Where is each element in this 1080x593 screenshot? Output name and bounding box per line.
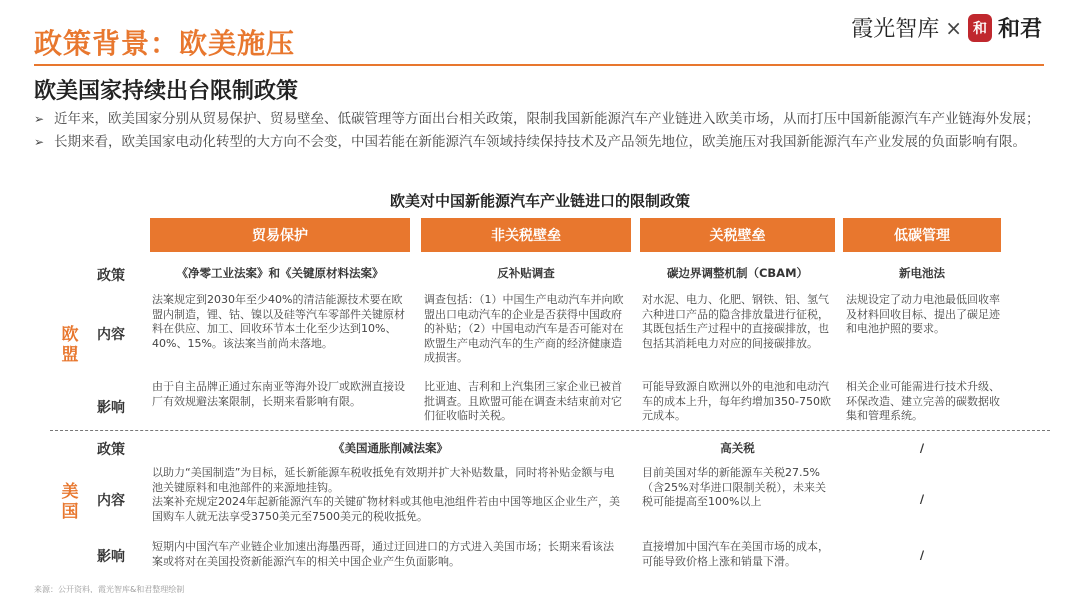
- bullet-text: 近年来，欧美国家分别从贸易保护、贸易壁垒、低碳管理等方面出台相关政策，限制我国新能源汽车产业链进入欧美市场，从而打压中国新能源汽车产业链海外发展；: [54, 111, 1040, 127]
- row-label-policy: 政策: [97, 442, 125, 458]
- brand-name-xiaguang: 霞光智库: [851, 17, 940, 42]
- us-content-trade: 以助力“美国制造”为目标，延长新能源车税收抵免有效期并扩大补贴数量，同时将补贴金额与电池关键原料和电池部件的来源地挂钩。 法案补充规定2024年起新能源汽车的关键矿物材料或其他电池组件若由中国等地区企业生产，美国购车人就无法享受3750美元至7500美元的税收抵免。: [152, 466, 620, 523]
- us-impact-low-carbon: /: [919, 548, 925, 562]
- row-label-policy: 政策: [97, 268, 125, 284]
- row-label-content: 内容: [97, 493, 125, 509]
- table-title: 欧美对中国新能源汽车产业链进口的限制政策: [389, 192, 690, 210]
- bullet-text: 长期来看，欧美国家电动化转型的大方向不会变，中国若能在新能源汽车领域持续保持技术及产品领先地位，欧美施压对我国新能源汽车产业发展的负面影响有限。: [54, 134, 1026, 150]
- source-note: 来源：公开资料，霞光智库&和君整理绘制: [34, 585, 185, 593]
- column-header-tariff: 关税壁垒: [640, 218, 835, 252]
- arrow-bullet-icon: ➢: [34, 112, 45, 126]
- eu-policy-trade: 《净零工业法案》和《关键原材料法案》: [176, 266, 384, 280]
- us-policy-tariff: 高关税: [720, 441, 755, 455]
- us-impact-trade: 短期内中国汽车产业链企业加速出海墨西哥，通过迂回进口的方式进入美国市场；长期来看该法案或将对在美国投资新能源汽车的相关中国企业产生负面影响。: [152, 540, 614, 568]
- region-label-eu: 欧盟: [61, 325, 79, 365]
- us-content-tariff: 目前美国对华的新能源车关税27.5%（含25%对华进口限制关税），未来关税可能提高至100%以上: [642, 466, 826, 508]
- eu-content-tariff: 对水泥、电力、化肥、钢铁、铝、氢气六种进口产品的隐含排放量进行征税，其既包括生产过程中的直接碳排放，也包括其消耗电力对应的间接碳排放。: [642, 293, 829, 350]
- eu-content-non-tariff: 调查包括：（1）中国生产电动汽车并向欧盟出口电动汽车的企业是否获得中国政府的补贴；（2）中国电动汽车是否可能对在欧盟生产电动汽车的生产商的经济健康造成损害。: [424, 293, 624, 364]
- row-label-impact: 影响: [97, 400, 125, 416]
- eu-impact-tariff: 可能导致源自欧洲以外的电池和电动汽车的成本上升，每年约增加350-750欧元成本。: [642, 380, 831, 422]
- brand-name-hejun: 和君: [997, 17, 1042, 42]
- row-label-content: 内容: [97, 327, 125, 343]
- bullet-item: [34, 134, 1054, 151]
- eu-impact-low-carbon: 相关企业可能需进行技术升级、环保改造、建立完善的碳数据收集和管理系统。: [846, 380, 1000, 422]
- eu-impact-non-tariff: 比亚迪、吉利和上汽集团三家企业已被首批调查。且欧盟可能在调查未结束前对它们征收临时关税。: [424, 380, 622, 422]
- us-policy-trade: 《美国通胀削减法案》: [333, 441, 448, 455]
- eu-content-trade: 法案规定到2030年至少40%的清洁能源技术要在欧盟内制造，锂、钴、镍以及硅等汽车零部件关键原材料在供应、加工、回收环节本土化至少达到10%、40%、15%。该法案当前尚未落地。: [152, 293, 405, 350]
- column-header-trade-protection: 贸易保护: [150, 218, 410, 252]
- eu-impact-trade: 由于自主品牌正通过东南亚等海外设厂或欧洲直接设厂有效规避法案限制，长期来看影响有限。: [152, 380, 405, 408]
- title-divider: [34, 64, 1044, 66]
- brand-logos: [851, 12, 1042, 43]
- arrow-bullet-icon: ➢: [34, 135, 45, 149]
- bullet-list: [34, 111, 1054, 157]
- seal-logo-icon: 和: [968, 14, 992, 42]
- eu-policy-non-tariff: 反补贴调查: [497, 266, 555, 280]
- column-header-non-tariff: 非关税壁垒: [421, 218, 631, 252]
- page-title: 政策背景：欧美施压: [34, 27, 296, 60]
- region-divider: [50, 430, 1050, 431]
- region-label-us: 美国: [61, 482, 79, 522]
- section-subtitle: 欧美国家持续出台限制政策: [34, 79, 299, 104]
- eu-content-low-carbon: 法规设定了动力电池最低回收率及材料回收目标、提出了碳足迹和电池护照的要求。: [846, 293, 1000, 335]
- us-impact-tariff: 直接增加中国汽车在美国市场的成本，可能导致价格上涨和销量下滑。: [642, 540, 829, 568]
- eu-policy-tariff: 碳边界调整机制（CBAM）: [666, 266, 809, 280]
- eu-policy-low-carbon: 新电池法: [899, 266, 945, 280]
- bullet-item: [34, 111, 1054, 128]
- row-label-impact: 影响: [97, 549, 125, 565]
- us-policy-low-carbon: /: [919, 441, 925, 455]
- us-content-low-carbon: /: [919, 492, 925, 506]
- brand-separator: ×: [945, 15, 962, 40]
- column-header-low-carbon: 低碳管理: [843, 218, 1001, 252]
